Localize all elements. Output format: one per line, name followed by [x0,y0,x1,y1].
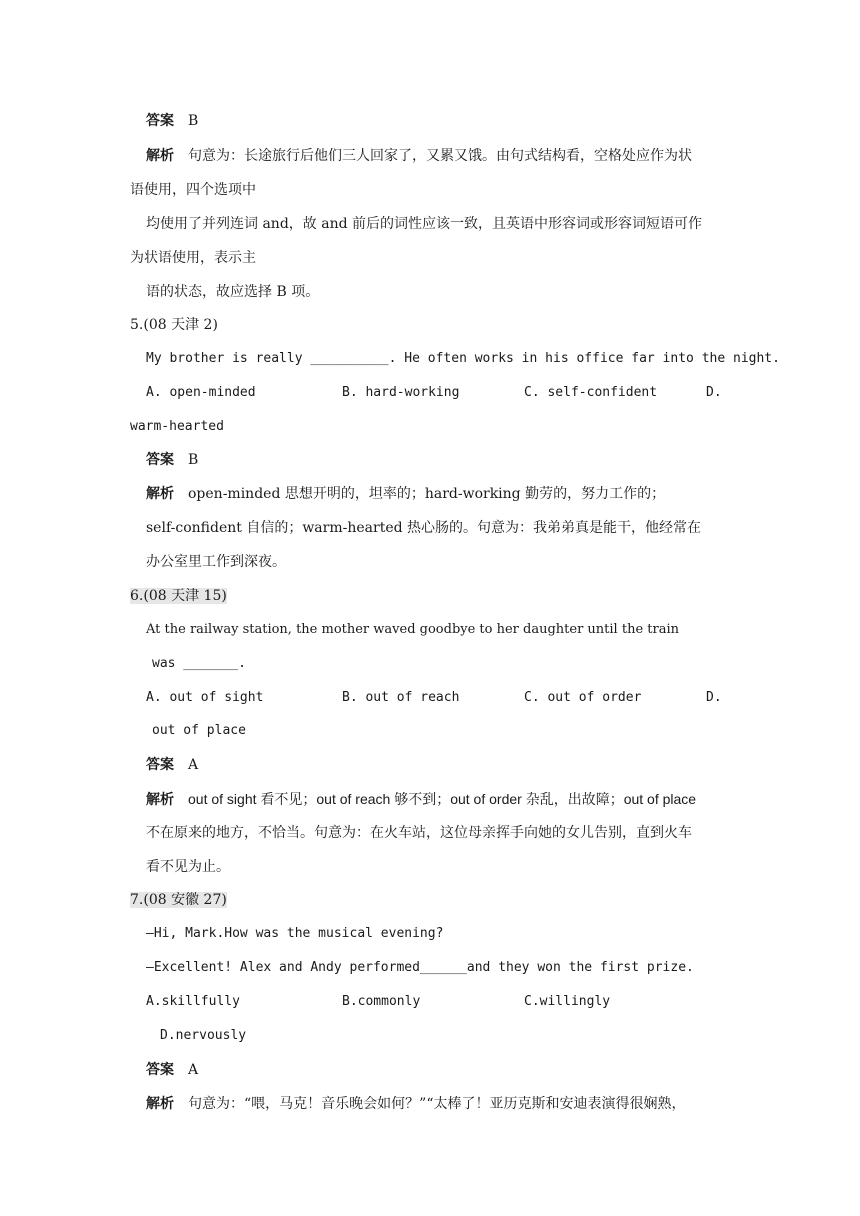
answer-label: 答案 [146,757,174,773]
analysis-line: 办公室里工作到深夜。 [146,554,286,570]
dialogue-line: —Hi, Mark.How was the musical evening? [146,926,444,941]
option-c: C.willingly [524,994,611,1009]
option-d: D.nervously [160,1028,247,1043]
analysis-line: 解析 句意为：长途旅行后他们三人回家了，又累又饿。由句式结构看，空格处应作为状 [146,148,692,164]
question-source: 5.(08 天津 2) [130,317,218,333]
option-c: C. out of order [524,690,642,705]
option-d-text: out of place [152,723,246,738]
question-source: 7.(08 安徽 27) [130,892,227,908]
answer-label: 答案 [146,452,174,468]
analysis-line: 解析 open-minded 思想开明的，坦率的；hard-working 勤劳的，努力工作的； [146,486,666,502]
analysis-line: 均使用了并列连词 and，故 and 前后的词性应该一致，且英语中形容词或形容词短语可作 [146,216,702,232]
answer-value: A [188,1062,199,1078]
answer-value: B [188,113,199,129]
answer-label: 答案 [146,113,174,129]
answer-row [146,111,198,131]
analysis-line: 解析 句意为：“喂，马克！音乐晚会如何？”“太棒了！亚历克斯和安迪表演得很娴熟， [146,1096,686,1112]
answer-row [146,450,198,470]
option-a: A. open-minded [146,385,256,400]
option-d-text: warm-hearted [130,419,224,434]
dialogue-line: —Excellent! Alex and Andy performed______and they won the first prize. [146,960,694,975]
option-b: B. hard-working [342,385,460,400]
analysis-label: 解析 [146,148,174,164]
option-a: A.skillfully [146,994,240,1009]
analysis-line: self-confident 自信的；warm-hearted 热心肠的。句意为：我弟弟真是能干，他经常在 [146,520,702,536]
question-source: 6.(08 天津 15) [130,588,227,604]
analysis-line: 语使用，四个选项中 [130,182,256,198]
analysis-label: 解析 [146,792,174,808]
option-b: B. out of reach [342,690,460,705]
question-stem-cont: was _______. [152,656,246,671]
option-a: A. out of sight [146,690,264,705]
answer-row [146,755,198,775]
answer-value: A [188,757,199,773]
option-c: C. self-confident [524,385,658,400]
option-d: D. [706,690,722,705]
answer-value: B [188,452,199,468]
analysis-label: 解析 [146,486,174,502]
option-d: D. [706,385,722,400]
analysis-line: 看不见为止。 [146,859,230,875]
analysis-line: 为状语使用，表示主 [130,250,256,266]
question-stem: At the railway station, the mother waved goodbye to her daughter until the train [146,622,679,637]
option-b: B.commonly [342,994,421,1009]
analysis-line: 语的状态，故应选择 B 项。 [146,284,320,300]
analysis-line: 解析 out of sight 看不见；out of reach 够不到；out of order 杂乱，出故障；out of place [146,791,697,808]
answer-label: 答案 [146,1062,174,1078]
answer-row [146,1060,198,1080]
question-stem: My brother is really __________. He often works in his office far into the night. [146,351,780,366]
analysis-label: 解析 [146,1096,174,1112]
analysis-line: 不在原来的地方，不恰当。句意为：在火车站，这位母亲挥手向她的女儿告别，直到火车 [146,825,692,841]
